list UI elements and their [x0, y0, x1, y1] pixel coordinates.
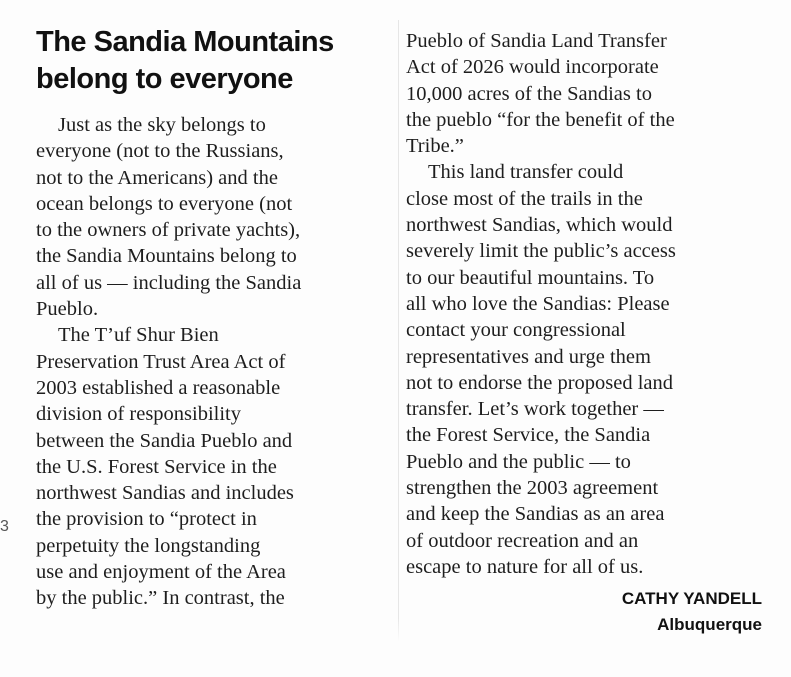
text-line: Tribe.” [406, 135, 464, 158]
text-line: northwest Sandias and includes [36, 482, 294, 505]
text-line: perpetuity the longstanding [36, 534, 261, 557]
text-line: strengthen the 2003 agreement [406, 477, 659, 500]
text-line: representatives and urge them [406, 345, 651, 368]
text-line: the provision to “protect in [36, 508, 257, 531]
column-divider [398, 20, 399, 650]
text-line: Pueblo of Sandia Land Transfer [406, 30, 667, 52]
text-line: ocean belongs to everyone (not [36, 192, 293, 215]
paragraph-1 [36, 112, 380, 322]
text-line: all who love the Sandias: Please [406, 292, 670, 315]
text-line: the U.S. Forest Service in the [36, 455, 277, 478]
text-line: Act of 2026 would incorporate [406, 56, 659, 79]
text-line: of outdoor recreation and an [406, 529, 639, 552]
text-line: Pueblo. [36, 298, 99, 321]
text-line: contact your congressional [406, 319, 626, 342]
text-line: northwest Sandias, which would [406, 214, 673, 237]
text-line: everyone (not to the Russians, [36, 140, 284, 163]
clipping-fade [0, 618, 400, 677]
headline-line: The Sandia Mountains [36, 26, 334, 58]
paragraph-2-continued [406, 28, 762, 159]
text-line: use and enjoyment of the Area [36, 561, 286, 584]
right-column [406, 28, 762, 638]
text-line: and keep the Sandias as an area [406, 503, 665, 526]
author-location: Albuquerque [657, 615, 762, 635]
paragraph-3 [406, 159, 762, 580]
text-line: between the Sandia Pueblo and [36, 429, 293, 452]
edge-mark: 3 [0, 518, 9, 535]
text-line: transfer. Let’s work together — [406, 398, 664, 421]
text-line: Just as the sky belongs to [58, 114, 266, 136]
text-line: The T’uf Shur Bien [58, 324, 219, 347]
text-line: the pueblo “for the benefit of the [406, 108, 675, 131]
text-line: not to the Americans) and the [36, 166, 278, 189]
text-line: 2003 established a reasonable [36, 376, 281, 399]
text-line: to the owners of private yachts), [36, 219, 301, 242]
text-line: by the public.” In contrast, the [36, 587, 285, 610]
text-line: to our beautiful mountains. To [406, 266, 655, 289]
author-name: CATHY YANDELL [621, 589, 762, 609]
text-line: all of us — including the Sandia [36, 271, 302, 294]
paragraph-2 [36, 322, 380, 611]
headline [36, 24, 386, 98]
text-line: severely limit the public’s access [406, 240, 676, 263]
text-line: the Forest Service, the Sandia [406, 424, 651, 447]
text-line: escape to nature for all of us. [406, 555, 644, 578]
text-line: division of responsibility [36, 403, 241, 426]
headline-line: belong to everyone [36, 63, 293, 95]
text-line: not to endorse the proposed land [406, 371, 674, 394]
text-line: Pueblo and the public — to [406, 450, 631, 473]
text-line: the Sandia Mountains belong to [36, 245, 297, 268]
author-signature [406, 586, 762, 638]
text-line: This land transfer could [428, 161, 624, 184]
text-line: 10,000 acres of the Sandias to [406, 82, 652, 105]
left-column [22, 20, 380, 627]
text-line: close most of the trails in the [406, 187, 643, 210]
text-line: Preservation Trust Area Act of [36, 350, 286, 373]
